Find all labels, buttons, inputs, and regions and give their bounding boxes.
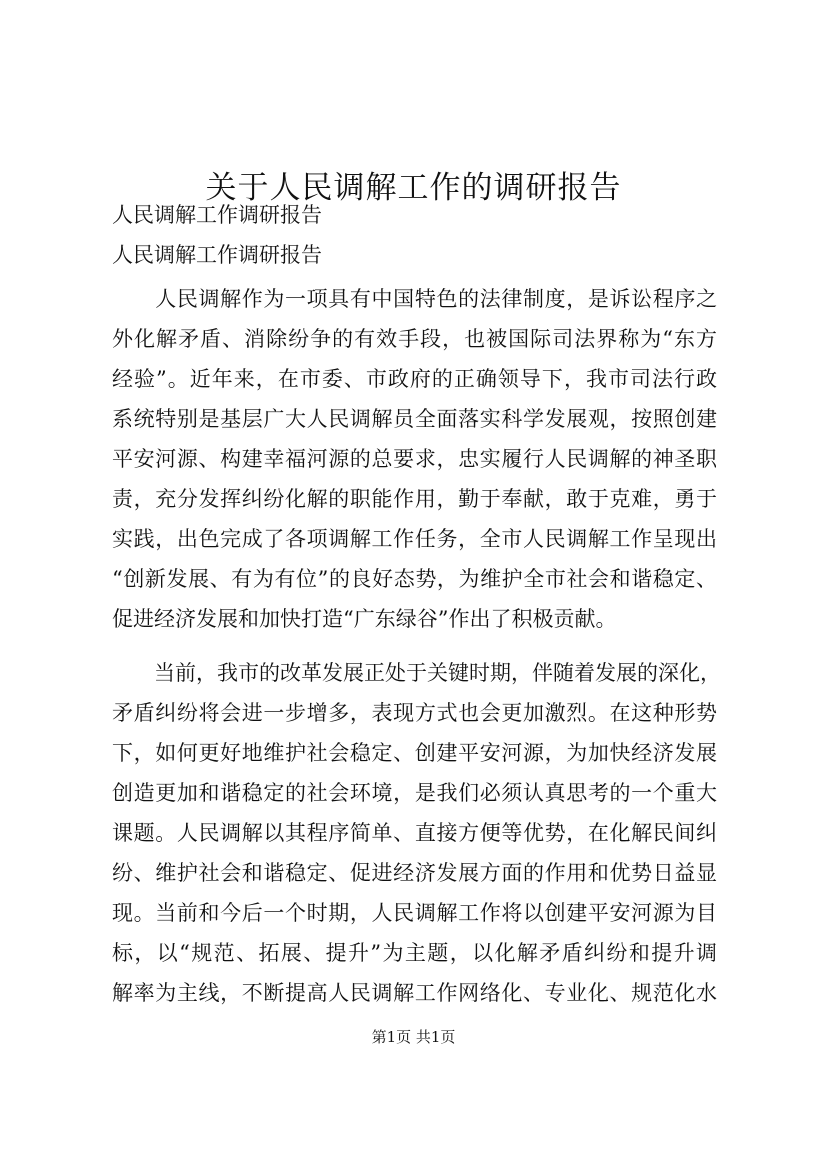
paragraph-line: 解率为主线，不断提高人民调解工作网络化、专业化、规范化水	[112, 981, 717, 1005]
paragraph-line: 外化解矛盾、消除纷争的有效手段，也被国际司法界称为“东方	[112, 327, 717, 351]
paragraph-line: 经验”。近年来，在市委、市政府的正确领导下，我市司法行政	[112, 367, 717, 391]
paragraph-line: 系统特别是基层广大人民调解员全面落实科学发展观，按照创建	[112, 407, 717, 431]
paragraph-line: 标，以“规范、拓展、提升”为主题，以化解矛盾纠纷和提升调	[112, 941, 717, 965]
paragraph-line: 责，充分发挥纠纷化解的职能作用，勤于奉献，敢于克难，勇于	[112, 487, 717, 511]
subtitle-line: 人民调解工作调研报告	[112, 243, 322, 267]
paragraph-line: 当前，我市的改革发展正处于关键时期，伴随着发展的深化，	[112, 661, 721, 685]
paragraph-line: 矛盾纠纷将会进一步增多，表现方式也会更加激烈。在这种形势	[112, 701, 717, 725]
paragraph-line: 人民调解作为一项具有中国特色的法律制度，是诉讼程序之	[112, 287, 717, 311]
paragraph-line: 下，如何更好地维护社会稳定、创建平安河源，为加快经济发展	[112, 741, 717, 765]
page-number-footer: 第1页 共1页	[371, 1028, 456, 1046]
paragraph-line: 创造更加和谐稳定的社会环境，是我们必须认真思考的一个重大	[112, 781, 717, 805]
paragraph-line: 现。当前和今后一个时期，人民调解工作将以创建平安河源为目	[112, 901, 717, 925]
paragraph-line: 纷、维护社会和谐稳定、促进经济发展方面的作用和优势日益显	[112, 861, 717, 885]
subtitle-line: 人民调解工作调研报告	[112, 203, 322, 227]
paragraph-line: 课题。人民调解以其程序简单、直接方便等优势，在化解民间纠	[112, 821, 717, 845]
paragraph-line: 实践，出色完成了各项调解工作任务，全市人民调解工作呈现出	[112, 527, 717, 551]
paragraph-line: 促进经济发展和加快打造“广东绿谷”作出了积极贡献。	[112, 607, 617, 631]
paragraph-line: 平安河源、构建幸福河源的总要求，忠实履行人民调解的神圣职	[112, 447, 717, 471]
paragraph-line: “创新发展、有为有位”的良好态势，为维护全市社会和谐稳定、	[112, 567, 717, 591]
document-title: 关于人民调解工作的调研报告	[205, 169, 622, 206]
